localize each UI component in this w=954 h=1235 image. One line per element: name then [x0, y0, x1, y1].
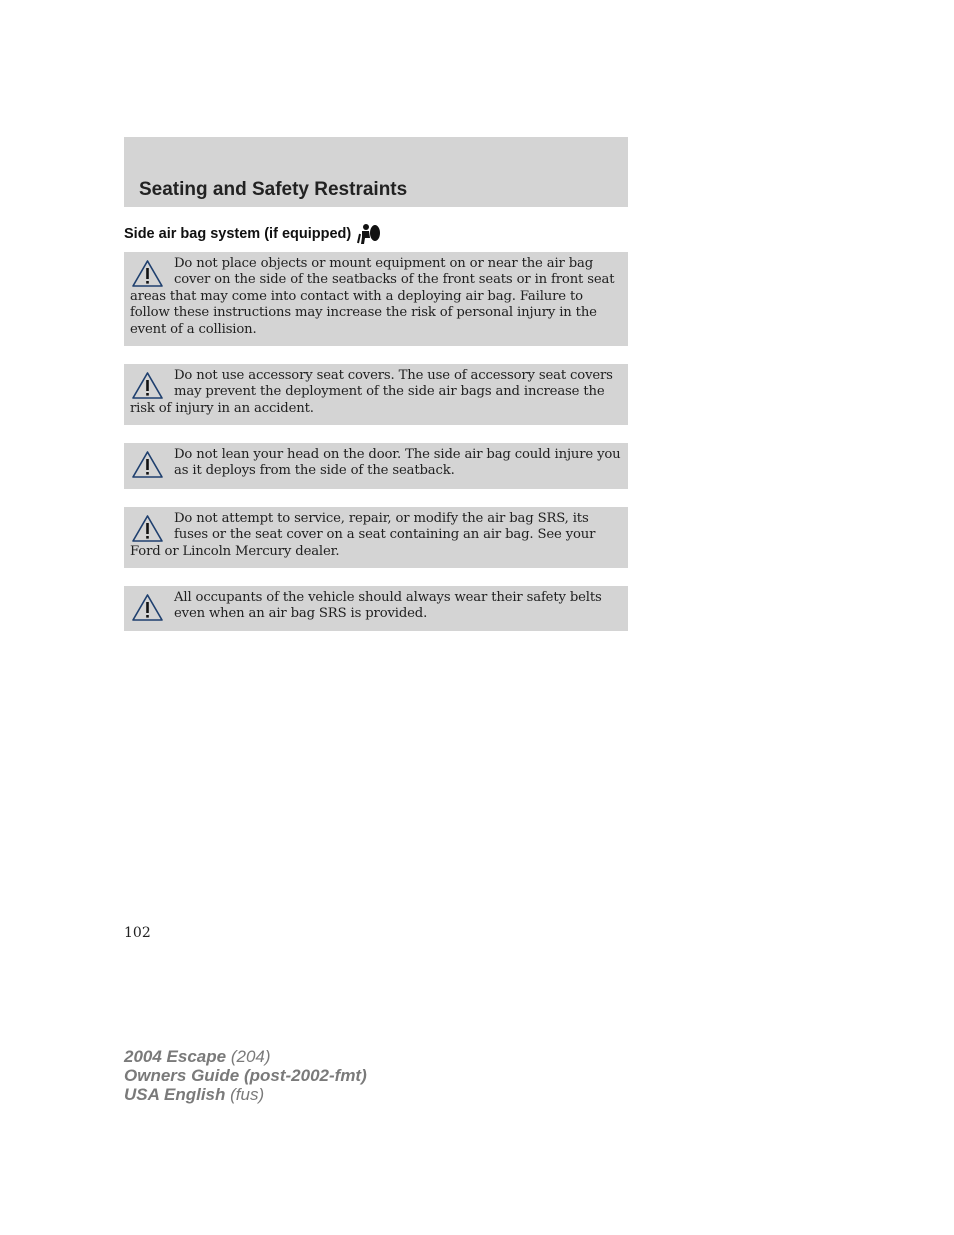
warning-triangle-icon — [131, 450, 164, 479]
warning-text: Do not use accessory seat covers. The use of accessory seat covers may prevent the deployment of the side air bags and increase the risk of injury in an accident. — [130, 368, 613, 416]
footer-guide: Owners Guide (post-2002-fmt) — [124, 1066, 367, 1085]
subheading-text: Side air bag system (if equipped) — [124, 226, 352, 242]
warning-text: Do not place objects or mount equipment on or near the air bag cover on the side of the seatbacks of the front seats or in front seat areas that may come into contact with a deploying air bag. Failure to follow these instructions may increase the risk of personal injury in the event of a collision. — [130, 256, 615, 337]
section-title: Seating and Safety Restraints — [139, 179, 408, 200]
warning-box — [124, 364, 628, 425]
warning-triangle-icon — [131, 514, 164, 543]
warning-text: Do not lean your head on the door. The side air bag could injure you as it deploys from the side of the seatback. — [174, 447, 621, 479]
warning-box — [124, 443, 628, 489]
footer-model: 2004 Escape — [124, 1047, 227, 1066]
page-number: 102 — [124, 925, 151, 941]
warning-box — [124, 252, 628, 346]
footer-language: USA English — [124, 1085, 226, 1104]
warning-box — [124, 507, 628, 568]
subheading — [124, 222, 382, 246]
warning-box — [124, 586, 628, 631]
document-footer — [124, 1047, 367, 1104]
footer-line-3 — [124, 1085, 367, 1104]
footer-line-1 — [124, 1047, 367, 1066]
warning-triangle-icon — [131, 259, 164, 288]
warning-text: All occupants of the vehicle should always wear their safety belts even when an air bag SRS is provided. — [174, 590, 602, 622]
footer-language-code: (fus) — [230, 1085, 265, 1104]
section-header-band — [124, 137, 628, 207]
warning-text: Do not attempt to service, repair, or modify the air bag SRS, its fuses or the seat cover on a seat containing an air bag. See your Ford or Lincoln Mercury dealer. — [130, 511, 596, 559]
warning-triangle-icon — [131, 593, 164, 622]
footer-model-code: (204) — [230, 1047, 271, 1066]
footer-line-2 — [124, 1066, 367, 1085]
warning-triangle-icon — [131, 371, 164, 400]
side-airbag-icon — [356, 222, 382, 246]
